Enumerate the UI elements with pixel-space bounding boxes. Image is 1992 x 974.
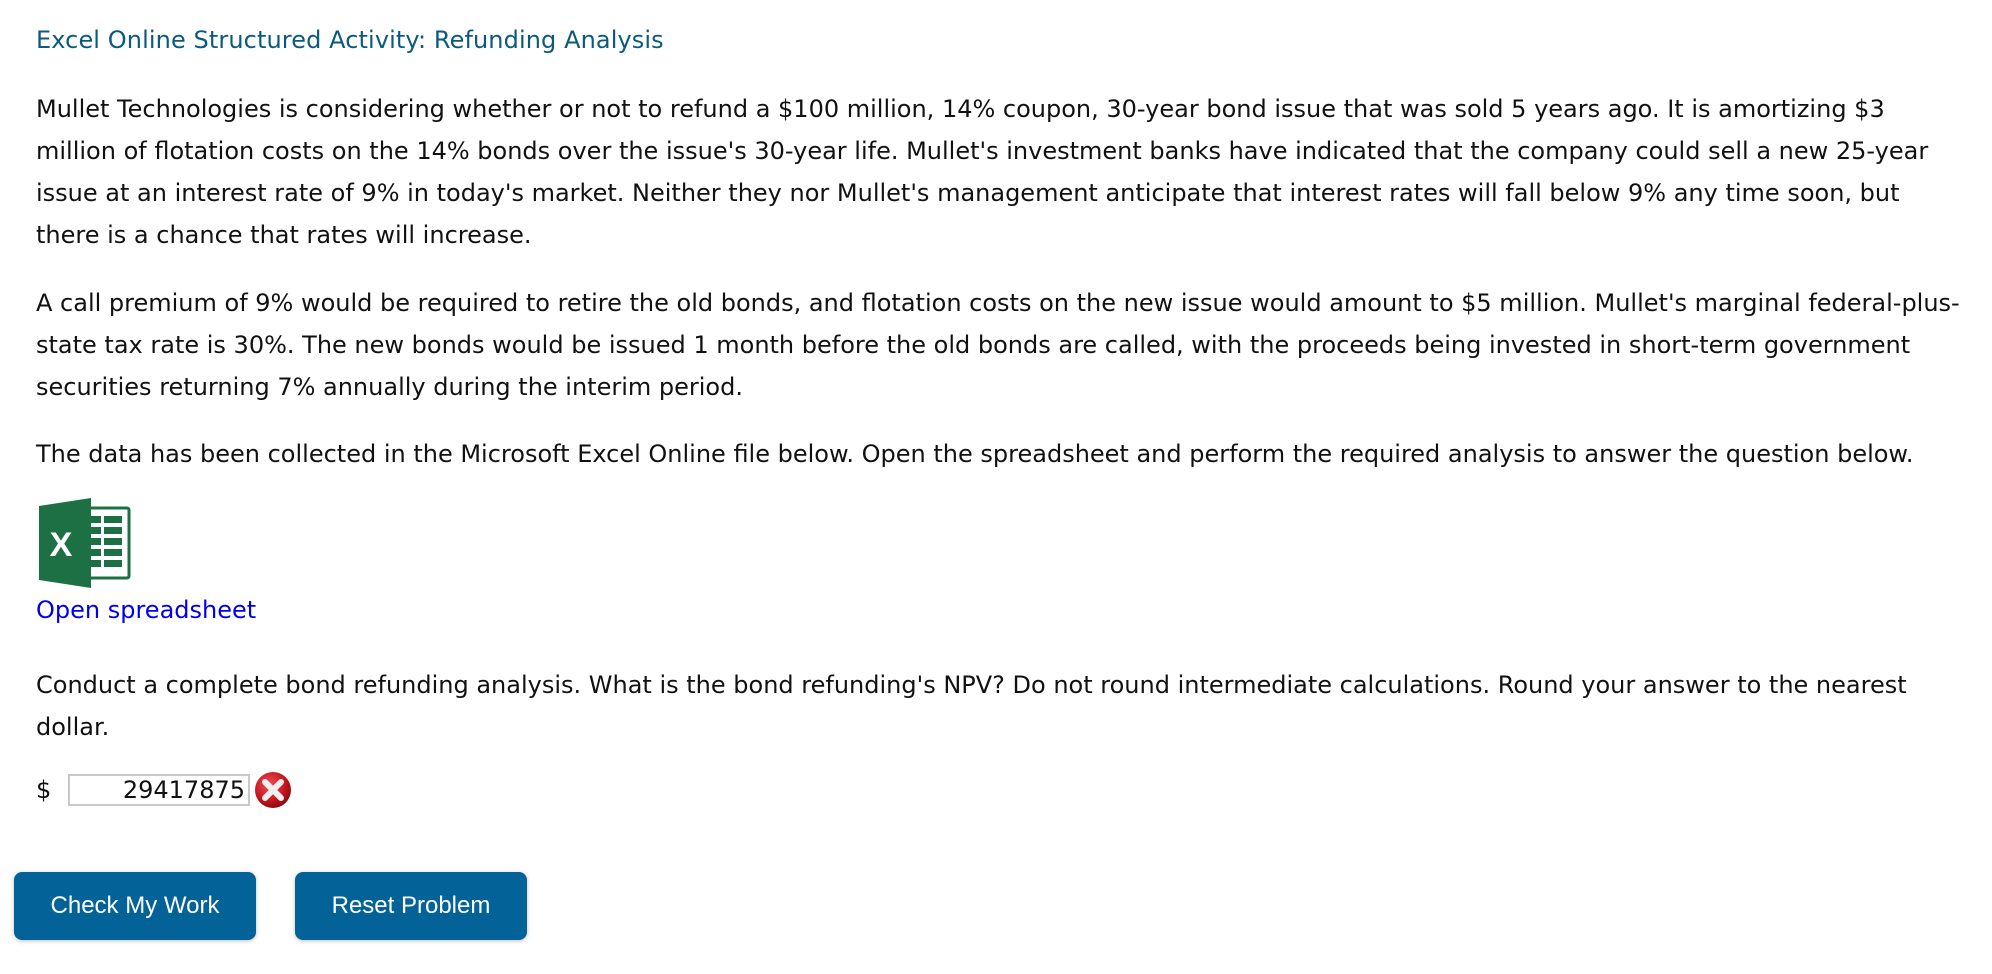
problem-paragraph-1: Mullet Technologies is considering whether or not to refund a $100 million, 14% coupon, 30-year bond issue that was sold 5 years ago. It is amortizing $3 million of flotation costs on the 14% bonds over the issue's 30-year life. Mullet's investment banks have indicated that the company could sell a new 25-year issue at an interest rate of 9% in today's market. Neither they nor Mullet's management anticipate that interest rates will fall below 9% any time soon, but there is a chance that rates will increase. <box>36 95 1929 249</box>
reset-problem-button[interactable]: Reset Problem <box>295 872 527 940</box>
check-my-work-button[interactable]: Check My Work <box>14 872 256 940</box>
problem-paragraph-3: The data has been collected in the Microsoft Excel Online file below. Open the spreadsheet and perform the required analysis to answer the question below. <box>36 440 1914 468</box>
page-title: Excel Online Structured Activity: Refunding Analysis <box>36 26 664 54</box>
answer-row <box>36 770 293 810</box>
open-spreadsheet-link[interactable]: Open spreadsheet <box>36 596 257 624</box>
npv-answer-input[interactable] <box>68 774 250 806</box>
svg-text:X: X <box>49 526 73 564</box>
excel-icon[interactable] <box>37 498 133 588</box>
problem-paragraph-2: A call premium of 9% would be required to retire the old bonds, and flotation costs on the new issue would amount to $5 million. Mullet's marginal federal-plus-state tax rate is 30%. The new bonds would be issued 1 month before the old bonds are called, with the proceeds being invested in short-term government securities returning 7% annually during the interim period. <box>36 289 1960 401</box>
currency-symbol: $ <box>36 776 52 804</box>
incorrect-x-icon <box>253 770 293 810</box>
question-text: Conduct a complete bond refunding analysis. What is the bond refunding's NPV? Do not round intermediate calculations. Round your answer to the nearest dollar. <box>36 671 1907 741</box>
